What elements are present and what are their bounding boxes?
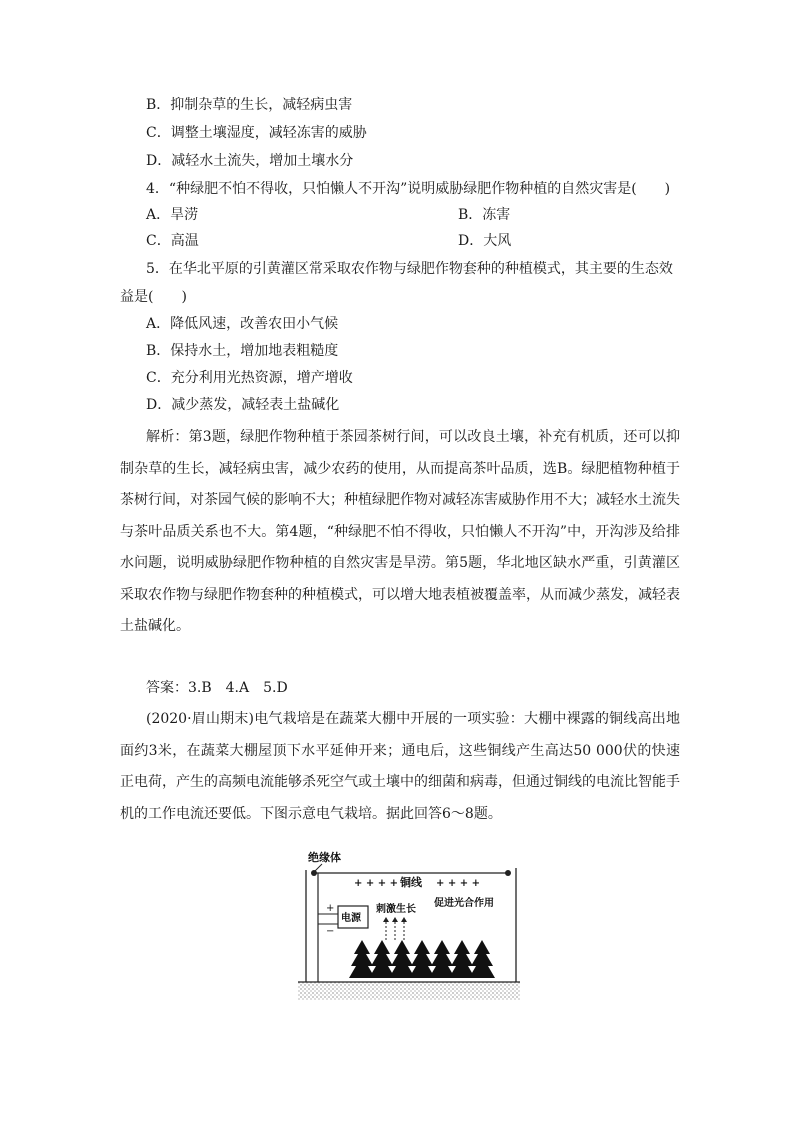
q3-option-c: C．调整土壤湿度，减轻冻害的威胁 — [146, 125, 367, 141]
electro-culture-diagram — [296, 844, 522, 1004]
intro-paragraph: (2020·眉山期末)电气栽培是在蔬菜大棚中开展的一项实验：大棚中裸露的铜线高出地面约3米，在蔬菜大棚屋顶下水平延伸开来；通电后，这些铜线产生高达50 000伏的快速正电荷，产生的高频电流能够杀死空气或土壤中的细菌和病毒，但通过铜线的电流比智能手机的工作电流还要低。下图示意电气栽培。据此回答6～8题。 — [120, 711, 680, 822]
insulator-left — [311, 870, 317, 876]
soil — [298, 982, 520, 1000]
growth-arrowheads — [383, 917, 407, 922]
q4-stem: 4．“种绿肥不怕不得收，只怕懒人不开沟”说明威胁绿肥作物种植的自然灾害是( ) — [146, 181, 671, 197]
q5-option-c: C．充分利用光热资源，增产增收 — [146, 370, 353, 386]
q5-option-a: A．降低风速，改善农田小气候 — [146, 316, 339, 332]
q5-stem-line2: 益是( ) — [120, 289, 187, 305]
wire-label: 铜线 — [400, 876, 422, 889]
stimulate-growth-label: 刺激生长 — [376, 904, 416, 915]
positive-terminal: + — [326, 903, 335, 914]
negative-terminal: − — [326, 926, 335, 937]
answer-line: 答案：3.B 4.A 5.D — [146, 680, 288, 696]
q4-option-c: C．高温 — [146, 233, 199, 249]
plants — [349, 940, 495, 978]
q5-option-b: B．保持水土，增加地表粗糙度 — [146, 343, 339, 359]
power-source-label: 电源 — [341, 913, 361, 924]
analysis-paragraph: 解析：第3题，绿肥作物种植于茶园茶树行间，可以改良土壤，补充有机质，还可以抑制杂草的生长，减轻病虫害，减少农药的使用，从而提高茶叶品质，选B。绿肥植物种植于茶树行间，对茶园气候的影响不大；种植绿肥作物对减轻冻害威胁作用不大；减轻水土流失与茶叶品质关系也不大。第4题，“种绿肥不怕不得收，只怕懒人不开沟”中，开沟涉及给排水问题，说明威胁绿肥作物种植的自然灾害是旱涝。第5题，华北地区缺水严重，引黄灌区采取农作物与绿肥作物套种的种植模式，可以增大地表植被覆盖率，从而减少蒸发，减轻表土盐碱化。 — [120, 429, 680, 634]
insulator-right — [505, 870, 511, 876]
q5-stem-line1: 5．在华北平原的引黄灌区常采取农作物与绿肥作物套种的种植模式，其主要的生态效 — [146, 261, 673, 277]
q4-option-b: B．冻害 — [458, 207, 511, 223]
photosynthesis-label: 促进光合作用 — [434, 898, 494, 909]
q4-option-a: A．旱涝 — [146, 207, 199, 223]
wire-plus-left: + + + + — [354, 878, 398, 889]
wire-plus-right: + + + + — [436, 878, 480, 889]
q5-option-d: D．减少蒸发，减轻表土盐碱化 — [146, 397, 340, 413]
q3-option-d: D．减轻水土流失，增加土壤水分 — [146, 153, 354, 169]
insulator-label: 绝缘体 — [308, 851, 341, 864]
q4-option-d: D．大风 — [458, 233, 512, 249]
q3-option-b: B．抑制杂草的生长，减轻病虫害 — [146, 97, 353, 113]
growth-arrows — [386, 920, 404, 940]
